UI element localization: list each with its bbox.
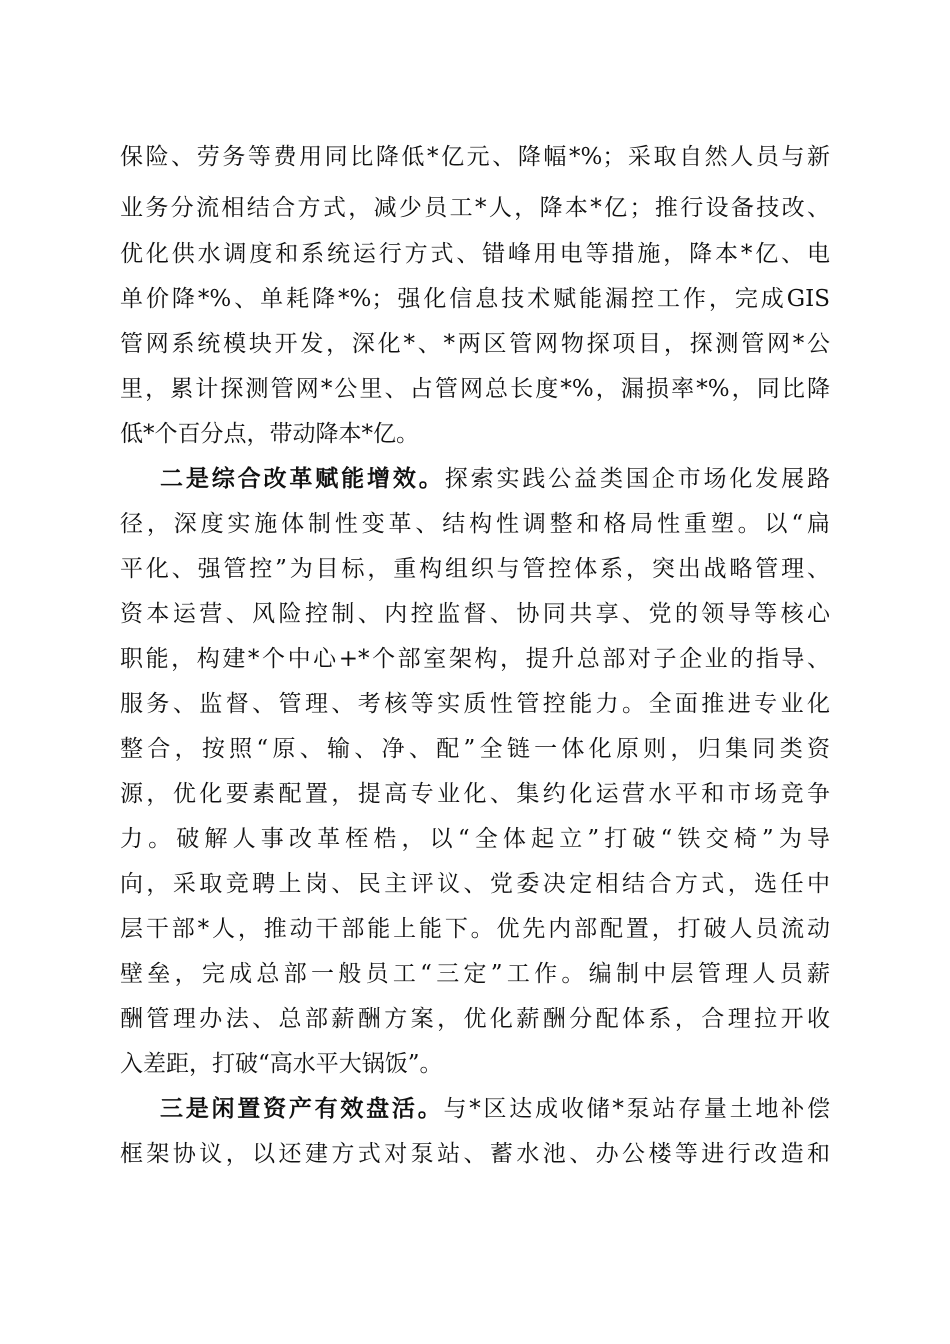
paragraph-1-line-3: 优化供水调度和系统运行方式、错峰用电等措施，降本*亿、电 xyxy=(120,241,830,267)
paragraph-1-line-5: 管网系统模块开发，深化*、*两区管网物探项目，探测管网*公 xyxy=(120,331,830,357)
paragraph-2-line-3: 平化、强管控”为目标，重构组织与管控体系，突出战略管理、 xyxy=(120,556,830,582)
paragraph-1-line-1: 保险、劳务等费用同比降低*亿元、降幅*%；采取自然人员与新 xyxy=(120,144,830,170)
paragraph-1-line-2: 业务分流相结合方式，减少员工*人，降本*亿；推行设备技改、 xyxy=(120,195,830,221)
paragraph-2-line-7: 整合，按照“原、输、净、配”全链一体化原则，归集同类资 xyxy=(120,736,830,762)
paragraph-2-line-13: 酬管理办法、总部薪酬方案，优化薪酬分配体系，合理拉开收 xyxy=(120,1006,830,1032)
paragraph-2-line-1 xyxy=(160,461,830,497)
paragraph-2-line-8: 源，优化要素配置，提高专业化、集约化运营水平和市场竞争 xyxy=(120,781,830,807)
paragraph-3-line-1 xyxy=(160,1091,830,1127)
paragraph-2-heading: 二是综合改革赋能增效。 xyxy=(160,465,445,492)
paragraph-2-line-5: 职能，构建*个中心+*个部室架构，提升总部对子企业的指导、 xyxy=(120,646,830,672)
paragraph-2-line-9: 力。破解人事改革桎梏，以“全体起立”打破“铁交椅”为导 xyxy=(120,826,830,852)
paragraph-1-line-6: 里，累计探测管网*公里、占管网总长度*%，漏损率*%，同比降 xyxy=(120,376,830,402)
paragraph-3-line-2: 框架协议，以还建方式对泵站、蓄水池、办公楼等进行改造和 xyxy=(120,1141,830,1167)
paragraph-3-line-1-text: 与*区达成收储*泵站存量土地补偿 xyxy=(443,1096,830,1122)
paragraph-2-line-14: 入差距，打破“高水平大锅饭”。 xyxy=(120,1051,443,1077)
paragraph-2-line-4: 资本运营、风险控制、内控监督、协同共享、党的领导等核心 xyxy=(120,601,830,627)
paragraph-2-line-10: 向，采取竞聘上岗、民主评议、党委决定相结合方式，选任中 xyxy=(120,871,830,897)
paragraph-2-line-2: 径，深度实施体制性变革、结构性调整和格局性重塑。以“扁 xyxy=(120,511,830,537)
paragraph-2-line-6: 服务、监督、管理、考核等实质性管控能力。全面推进专业化 xyxy=(120,691,830,717)
paragraph-1-line-7: 低*个百分点，带动降本*亿。 xyxy=(120,421,419,447)
paragraph-1-line-4: 单价降*%、单耗降*%；强化信息技术赋能漏控工作，完成GIS xyxy=(120,286,830,312)
paragraph-2-line-11: 层干部*人，推动干部能上能下。优先内部配置，打破人员流动 xyxy=(120,916,830,942)
paragraph-3-heading: 三是闲置资产有效盘活。 xyxy=(160,1095,444,1122)
paragraph-2-line-12: 壁垒，完成总部一般员工“三定”工作。编制中层管理人员薪 xyxy=(120,961,830,987)
paragraph-2-line-1-text: 探索实践公益类国企市场化发展路 xyxy=(444,466,830,492)
